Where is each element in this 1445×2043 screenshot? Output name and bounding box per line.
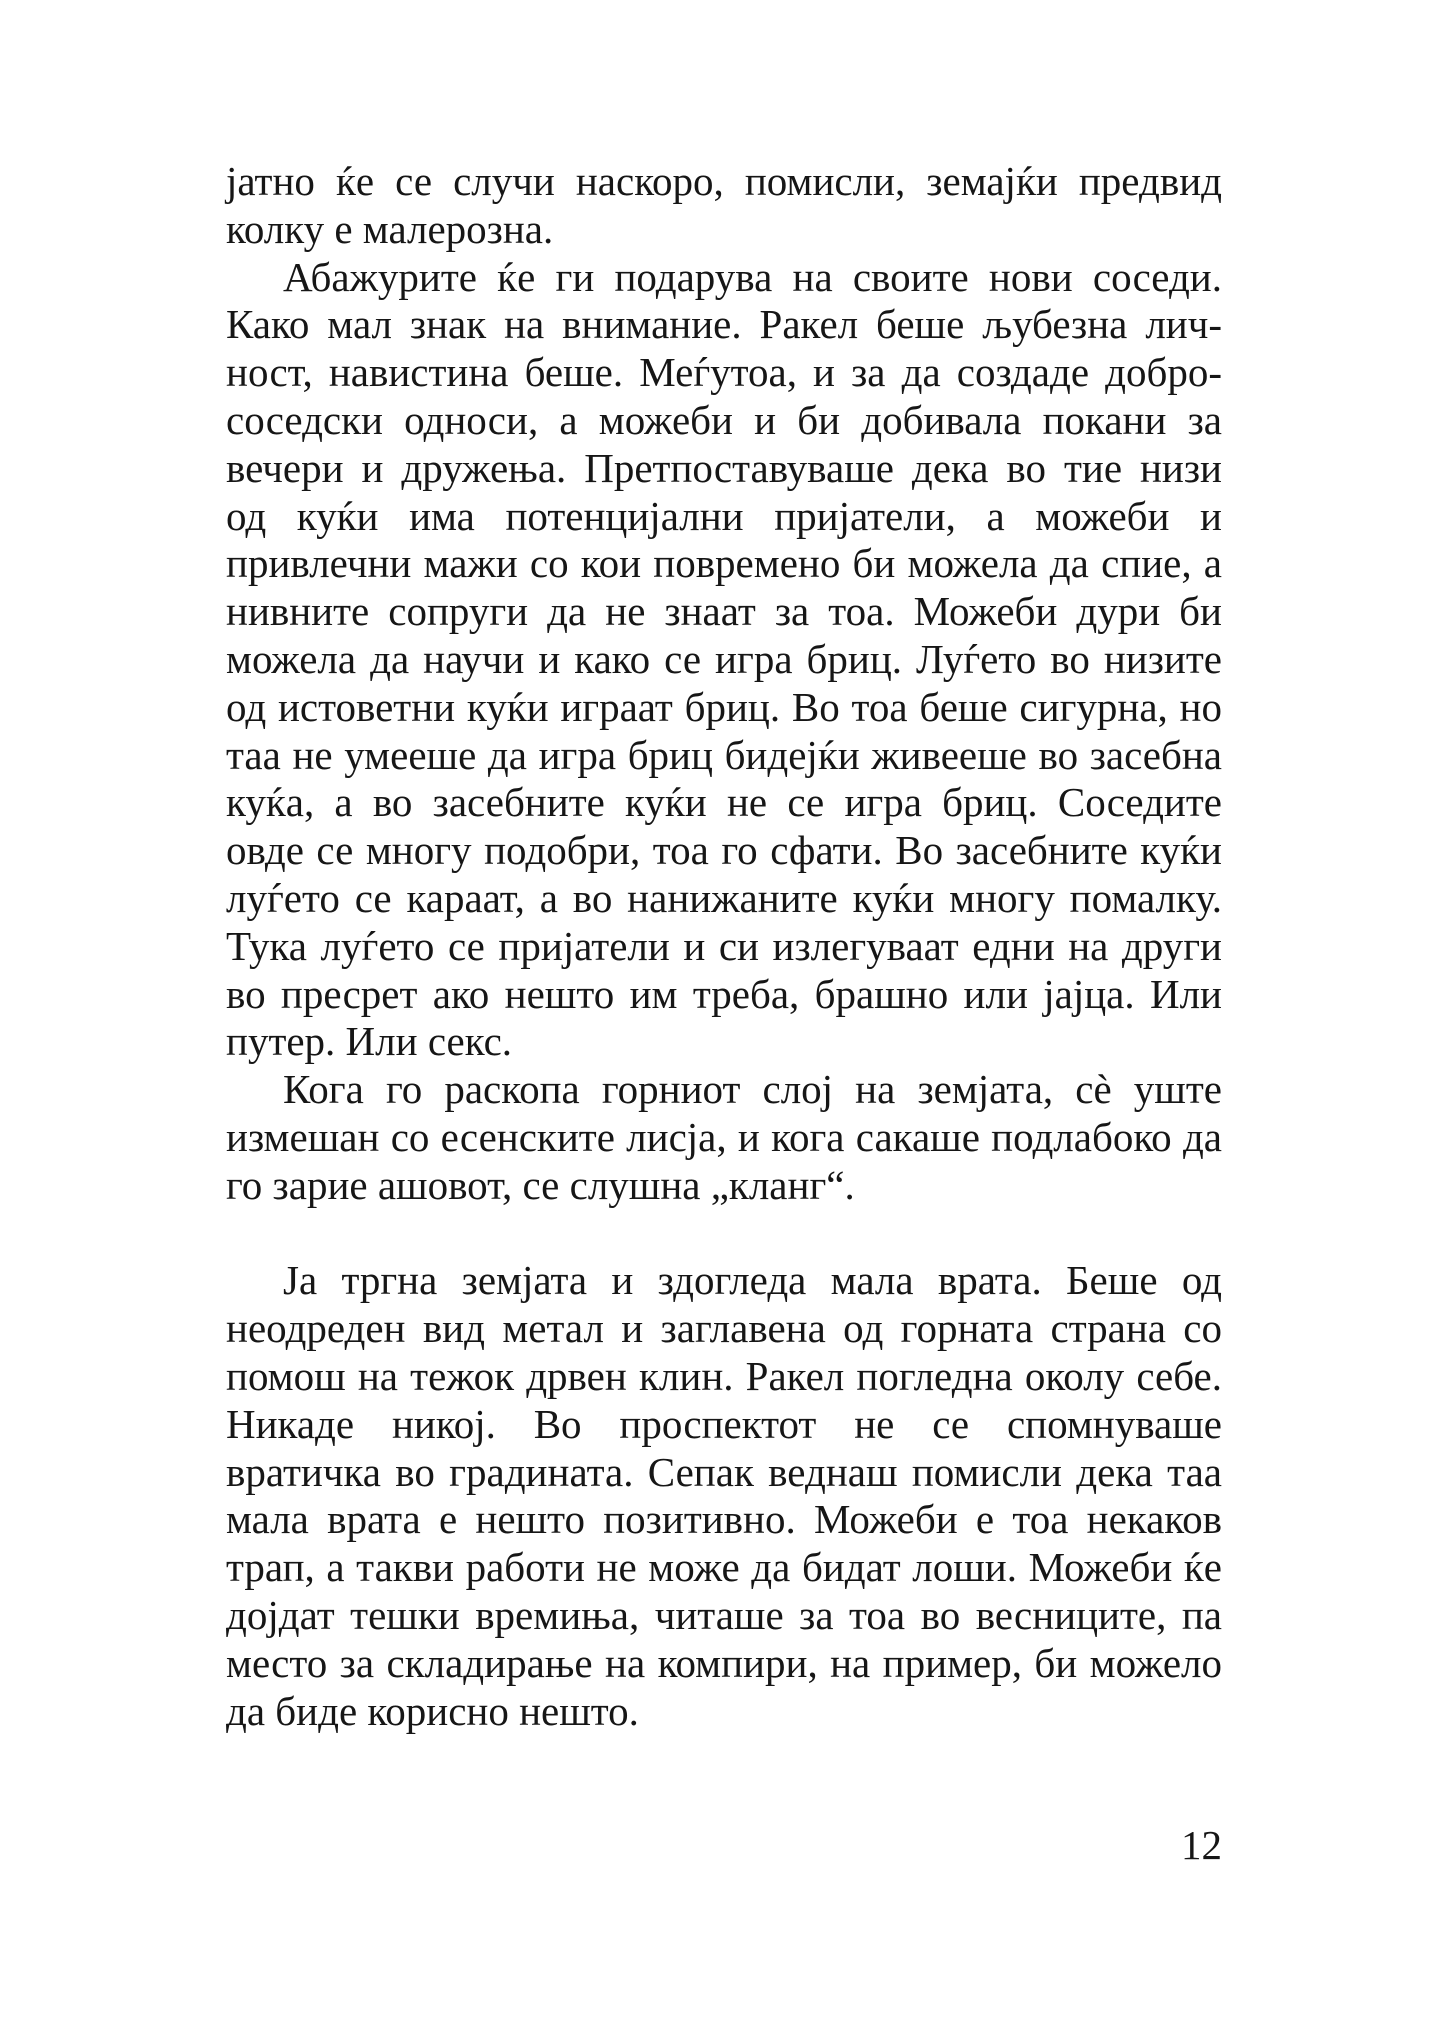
text-line: Како мал знак на внимание. Ракел беше љубезна лич- <box>226 301 1222 348</box>
text-line: вратичка во градината. Сепак веднаш помисли дека таа <box>226 1448 1222 1495</box>
text-line: Абажурите ќе ги подарува на своите нови соседи. <box>283 253 1222 300</box>
text-line: мала врата е нешто позитивно. Можеби е тоа некаков <box>226 1496 1222 1543</box>
text-line: привлечни мажи со кои повремено би можела да спие, а <box>226 540 1222 587</box>
text-line: соседски односи, а можеби и би добивала покани за <box>226 396 1222 443</box>
text-line: од куќи има потенцијални пријатели, а можеби и <box>226 492 1222 539</box>
text-line: путер. Или секс. <box>226 1018 513 1065</box>
text-line: Тука луѓето се пријатели и си излегуваат едни на други <box>226 922 1222 969</box>
text-line: место за складирање на компири, на пример, би можело <box>226 1639 1222 1686</box>
text-line: куќа, а во засебните куќи не се игра бриц. Соседите <box>226 779 1222 826</box>
text-line: овде се многу подобри, тоа го сфати. Во засебните куќи <box>226 827 1222 874</box>
text-line: таа не умееше да игра бриц бидејќи живееше во засебна <box>226 731 1222 778</box>
paragraph-small-door <box>226 1257 1222 1735</box>
text-line: трап, а такви работи не може да бидат лоши. Можеби ќе <box>226 1544 1222 1591</box>
text-line: од истоветни куќи играат бриц. Во тоа беше сигурна, но <box>226 683 1222 730</box>
text-line: Кога го раскопа горниот слој на земјата, сѐ уште <box>283 1066 1222 1113</box>
text-line: дојдат тешки времиња, читаше за тоа во весниците, па <box>226 1591 1222 1638</box>
text-line: нивните сопруги да не знаат за тоа. Можеби дури би <box>226 588 1222 635</box>
text-line: неодреден вид метал и заглавена од горната страна со <box>226 1305 1222 1352</box>
text-line: Ја тргна земјата и здогледа мала врата. Беше од <box>283 1257 1222 1304</box>
paragraph-digging <box>226 1066 1222 1209</box>
paragraph-continuation <box>226 158 1222 254</box>
text-line: да биде корисно нешто. <box>226 1687 639 1734</box>
paragraph-lampshades <box>226 254 1222 1067</box>
text-line: луѓето се караат, а во нанижаните куќи многу помалку. <box>226 874 1222 921</box>
text-line: колку е малерозна. <box>226 205 554 252</box>
text-line: помош на тежок дрвен клин. Ракел погледна околу себе. <box>226 1352 1222 1399</box>
page-number: 12 <box>1181 1822 1222 1868</box>
text-line: измешан со есенските лисја, и кога сакаше подлабоко да <box>226 1113 1222 1160</box>
text-line: го зарие ашовот, се слушна „кланг“. <box>226 1161 855 1208</box>
text-line: Никаде никој. Во проспектот не се спомнуваше <box>226 1400 1222 1447</box>
text-block <box>226 158 1222 1735</box>
text-line: ност, навистина беше. Меѓутоа, и за да создаде добро- <box>226 349 1222 396</box>
text-line: во пресрет ако нешто им треба, брашно или јајца. Или <box>226 970 1222 1017</box>
text-line: вечери и дружења. Претпоставуваше дека во тие низи <box>226 444 1222 491</box>
text-line: можела да научи и како се игра бриц. Луѓето во низите <box>226 635 1222 682</box>
text-line: јатно ќе се случи наскоро, помисли, земајќи предвид <box>226 158 1222 204</box>
